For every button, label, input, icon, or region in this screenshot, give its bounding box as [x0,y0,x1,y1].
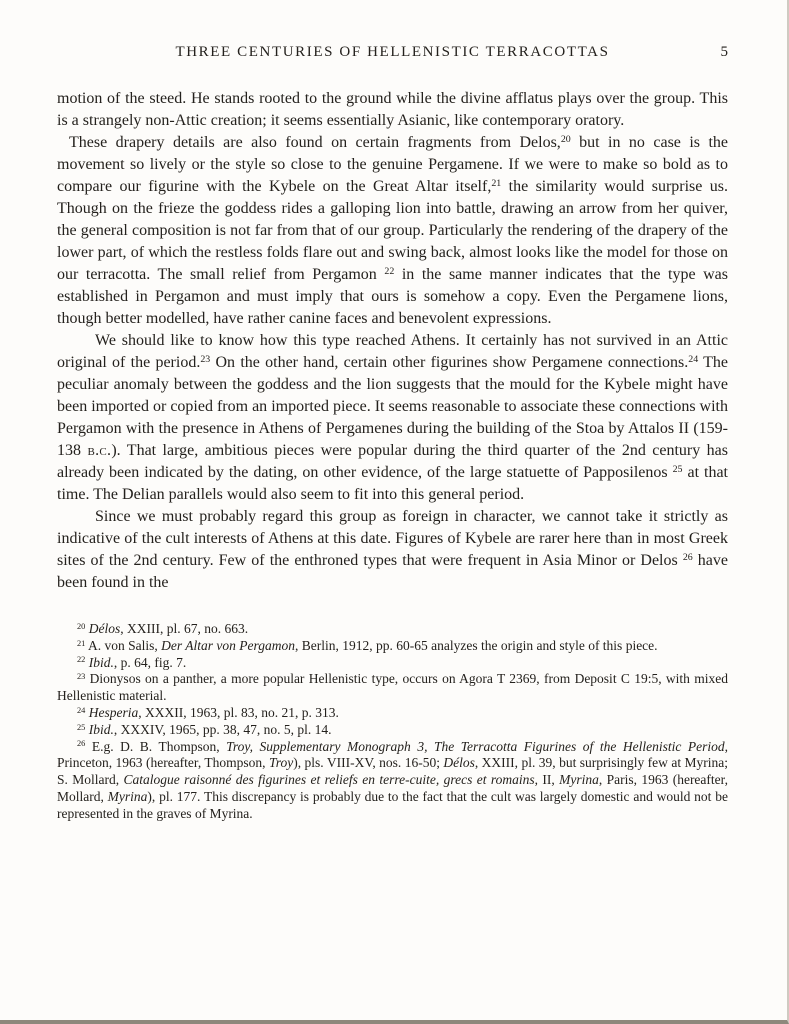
paragraph [57,506,728,594]
footnote-marker: 21 [491,178,502,190]
footnote [57,722,728,739]
paragraph [57,330,728,506]
footnote-marker: 24 [688,354,699,366]
body-text [57,88,728,594]
paragraph [57,88,728,132]
footnote-marker: 23 [200,354,211,366]
running-title: THREE CENTURIES OF HELLENISTIC TERRACOTTAS [175,44,610,60]
text-run: , XXXIV, 1965, pp. 38, 47, no. 5, pl. 14. [113,721,332,737]
text-run: Catalogue raisonné des figurines et reliefs en terre-cuite, grecs et romains [123,772,535,788]
text-run: Myrina [559,772,599,788]
footnote [57,638,728,655]
footnote-marker: 26 [77,739,86,749]
text-run: Troy [268,755,294,771]
text-run: , Berlin, 1912, pp. 60-65 analyzes the origin and style of this piece. [295,637,658,653]
text-run: Troy, Supplementary Monograph 3, The Terracotta Figurines of the Hellenistic Period [226,738,725,754]
text-run: E.g. D. B. Thompson, [85,738,227,754]
text-run: We should like to know how this type reached Athens. It certainly has not survived in an Attic original of the period. [57,332,728,371]
text-run: the similarity would surprise us. Though on the frieze the goddess rides a galloping lion into battle, drawing an arrow from her quiver, the general composition is not far from that of our group. Particularly the rendering of the drapery of the lower part, of which the restless folds flare out and swing back, almost looks like the model for those on our terracotta. The small relief from Pergamon [57,178,728,283]
text-run: ). That large, ambitious pieces were popular during the third quarter of the 2nd century has already been indicated by the dating, on other evidence, of the large statuette of Papposilenos [57,442,728,481]
text-run: These drapery details are also found on certain fragments from Delos, [69,134,561,151]
text-run: ), pl. 177. This discrepancy is probably due to the fact that the cult was largely domestic and would not be represented in the graves of Myrina. [57,788,728,821]
footnote-marker: 22 [77,655,86,665]
text-run: Myrina [107,788,148,804]
text-run: On the other hand, certain other figurines show Pergamene connections. [210,354,689,371]
text-run: , XXIII, pl. 39, but surprisingly few at Myrina; S. Mollard, [57,755,728,788]
text-run: , II, [534,772,560,788]
text-run: ), pls. VIII-XV, nos. 16-50; [293,755,444,771]
footnote-marker: 21 [77,638,86,648]
footnote [57,705,728,722]
text-run: , Paris, 1963 (hereafter, Mollard, [57,772,728,804]
footnote-marker: 20 [560,134,571,146]
text-run: b.c. [87,442,112,459]
text-run: in the same manner indicates that the type was established in Pergamon and must imply that ours is somehow a copy. Even the Pergamene lions, though better modelled, have rather canine faces and benevolent expressions. [57,266,728,327]
footnote-marker: 22 [384,266,395,278]
footnote-section [57,621,728,823]
text-run: Délos [88,621,121,636]
text-run: Hesperia [88,704,139,720]
footnote [57,621,728,638]
footnote-marker: 26 [682,552,693,564]
footnote [57,655,728,672]
text-run: Ibid. [88,721,114,737]
text-run: Dionysos on a panther, a more popular Hellenistic type, occurs on Agora T 2369, from Deposit C 19:5, with mixed Hellenistic material. [57,671,728,704]
text-run: Since we must probably regard this group as foreign in character, we cannot take it strictly as indicative of the cult interests of Athens at this date. Figures of Kybele are rarer here than in most Greek sites of the 2nd century. Few of the enthroned types that were frequent in Asia Minor or Delos [57,508,728,569]
text-run: , XXXII, 1963, pl. 83, no. 21, p. 313. [138,704,339,720]
text-run: Der Altar von Pergamon [161,637,295,653]
page-number: 5 [720,44,728,60]
footnote-marker: 20 [77,621,86,631]
footnote-marker: 23 [77,672,86,682]
text-run: A. von Salis, [85,637,162,653]
text-run: , Princeton, 1963 (hereafter, Thompson, [57,738,728,771]
paragraph [57,132,728,330]
text-run: motion of the steed. He stands rooted to the ground while the divine afflatus plays over the group. This is a strangely non-Attic creation; it seems essentially Asianic, like contemporary oratory. [57,90,728,129]
text-run: have been found in the [57,552,729,591]
page-header [57,44,728,61]
footnote-marker: 24 [77,705,86,715]
text-run: Ibid. [88,654,114,670]
footnote-marker: 25 [672,464,683,476]
footnote-marker: 25 [77,722,86,732]
text-run: Délos [443,755,475,771]
text-run: but in no case is the movement so lively or the style so close to the genuine Pergamene. If we were to make so bold as to compare our figurine with the Kybele on the Great Altar itself, [57,134,729,195]
footnote [57,739,728,823]
text-run: at that time. The Delian parallels would also seem to fit into this general period. [57,464,728,503]
text-run: The peculiar anomaly between the goddess and the lion suggests that the mould for the Kybele might have been imported or copied from an imported piece. It seems reasonable to associate these connections with Pergamon with the presence in Athens of Pergamenes during the building of the Stoa by Attalos II (159-138 [57,354,729,459]
text-run: , XXIII, pl. 67, no. 663. [120,621,249,636]
footnote [57,671,728,705]
text-run: , p. 64, fig. 7. [113,654,187,670]
